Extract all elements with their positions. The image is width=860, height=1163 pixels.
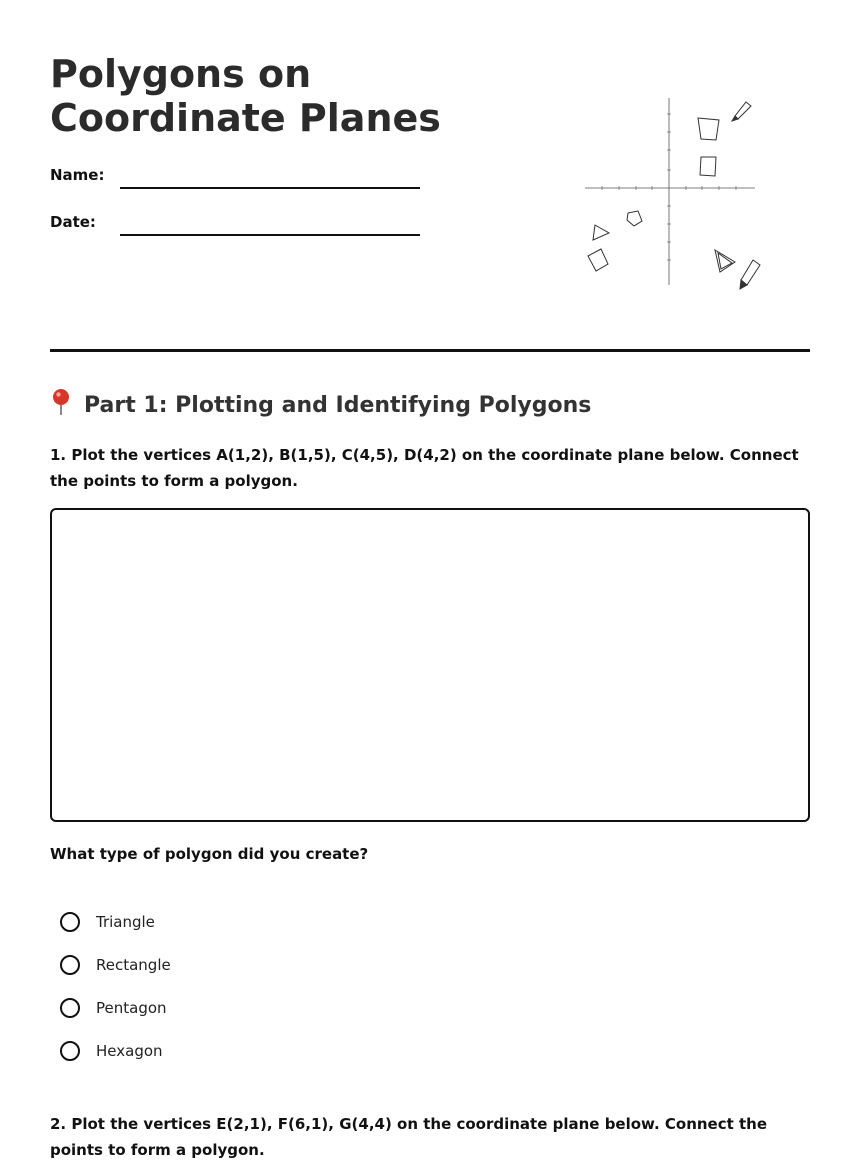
radio-circle[interactable] [60, 1041, 80, 1061]
option-hexagon[interactable] [60, 1037, 171, 1065]
question-1-text: 1. Plot the vertices A(1,2), B(1,5), C(4,5), D(4,2) on the coordinate plane below. Connect the points to form a polygon. [50, 446, 799, 490]
pencil-icon [740, 260, 760, 289]
radio-circle[interactable] [60, 955, 80, 975]
coordinate-plane-illustration [580, 90, 780, 295]
polygon-type-prompt: What type of polygon did you create? [50, 845, 369, 863]
quadrilateral-shape [698, 118, 719, 140]
page-title: Polygons on Coordinate Planes [50, 52, 441, 140]
triangle-shape [593, 225, 609, 240]
date-input-line[interactable] [120, 234, 420, 236]
section-divider [50, 349, 810, 352]
pentagon-shape [627, 211, 642, 226]
axes [585, 98, 755, 285]
part1-heading-text: Part 1: Plotting and Identifying Polygons [84, 393, 592, 418]
worksheet-page [50, 0, 810, 1161]
option-label: Hexagon [96, 1042, 163, 1060]
date-label: Date: [50, 213, 96, 231]
question-2-text: 2. Plot the vertices E(2,1), F(6,1), G(4,4) on the coordinate plane below. Connect the points to form a polygon. [50, 1115, 768, 1159]
option-label: Rectangle [96, 956, 171, 974]
part1-heading [50, 388, 591, 418]
pin-icon [50, 388, 72, 416]
option-label: Triangle [96, 913, 155, 931]
radio-circle[interactable] [60, 998, 80, 1018]
option-triangle[interactable] [60, 908, 171, 936]
option-rectangle[interactable] [60, 951, 171, 979]
name-label: Name: [50, 166, 105, 184]
radio-circle[interactable] [60, 912, 80, 932]
tilted-square-shape [588, 249, 608, 271]
pencil-icon [732, 102, 751, 121]
option-label: Pentagon [96, 999, 167, 1017]
name-input-line[interactable] [120, 187, 420, 189]
outline-shapes [588, 118, 735, 272]
square-shape [700, 157, 716, 176]
polygon-type-options [60, 908, 171, 1080]
option-pentagon[interactable] [60, 994, 171, 1022]
question-1-plot-area[interactable] [50, 508, 810, 822]
